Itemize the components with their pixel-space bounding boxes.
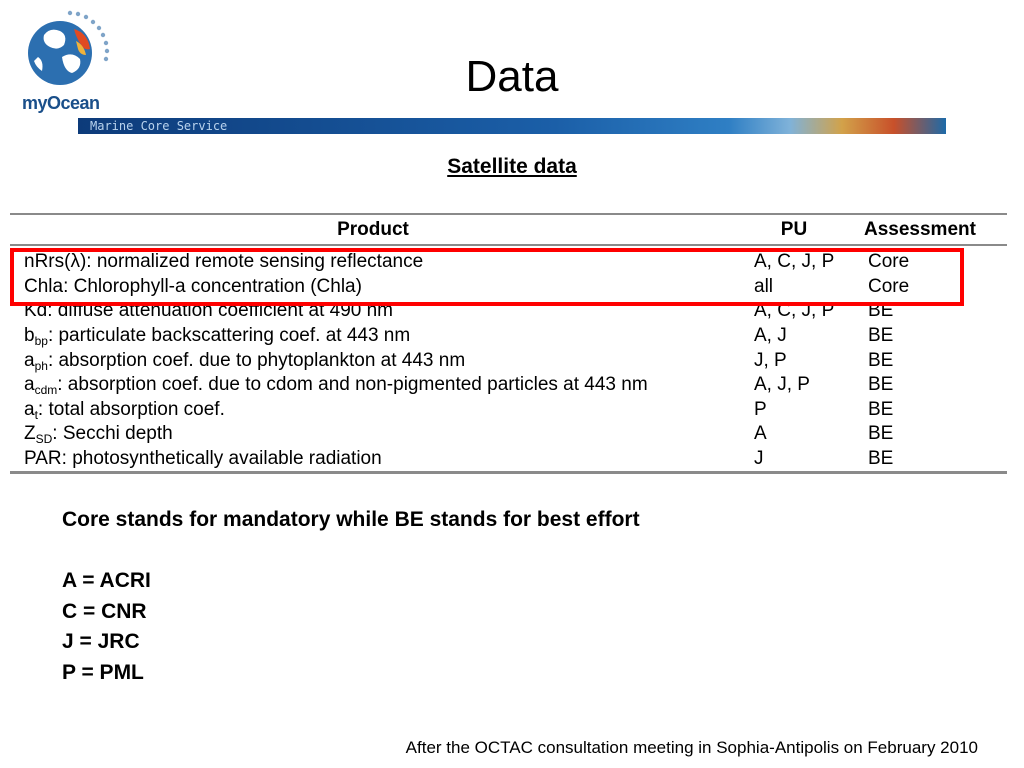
product-cell [10, 373, 724, 398]
spacer [62, 536, 640, 567]
product-description: : total absorption coef. [37, 398, 225, 420]
pu-cell: A, C, J, P [754, 251, 835, 273]
product-subscript: cdm [34, 383, 58, 398]
assessment-cell: Core [868, 251, 910, 273]
product-cell [10, 324, 724, 349]
product-cell: PAR: photosynthetically available radiation [24, 448, 382, 470]
product-symbol: a [24, 398, 35, 420]
marine-core-service-banner [78, 118, 946, 134]
assessment-cell: BE [868, 398, 894, 420]
table-row [10, 447, 1007, 473]
product-description: : particulate backscattering coef. at 443 nm [47, 325, 411, 347]
table-row [10, 373, 1007, 398]
pu-cell: A, J [754, 325, 787, 347]
column-header-assessment: Assessment [852, 214, 1007, 245]
assessment-cell: Core [868, 275, 910, 297]
legend-item: J = JRC [62, 630, 140, 653]
product-cell [10, 398, 724, 423]
table-row [10, 324, 1007, 349]
assessment-cell: BE [868, 349, 894, 371]
product-subscript: bp [34, 334, 48, 349]
product-cell [10, 348, 724, 373]
assessment-cell: BE [868, 448, 894, 470]
product-symbol: a [24, 374, 35, 396]
assessment-cell: BE [868, 423, 894, 445]
product-cell: Kd: diffuse attenuation coefficient at 490 nm [24, 300, 393, 322]
pu-cell: A [754, 423, 767, 445]
logo-wordmark: myOcean [22, 93, 100, 113]
column-header-pu: PU [724, 214, 852, 245]
product-subscript: t [34, 407, 38, 422]
product-subscript: ph [34, 358, 48, 373]
product-cell: Chla: Chlorophyll-a concentration (Chla) [24, 275, 362, 297]
product-cell: nRrs(λ): normalized remote sensing reflectance [24, 251, 424, 273]
product-cell [10, 422, 724, 447]
footer-note: After the OCTAC consultation meeting in Sophia-Antipolis on February 2010 [405, 738, 978, 757]
table-header-row [10, 214, 1007, 245]
pu-cell: A, C, J, P [754, 300, 835, 322]
legend-item: C = CNR [62, 599, 147, 623]
product-symbol: Z [24, 423, 36, 445]
product-description: : absorption coef. due to cdom and non-pigmented particles at 443 nm [57, 374, 648, 396]
legend-item: A = ACRI [62, 569, 151, 592]
assessment-cell: BE [868, 325, 894, 347]
assessment-cell: BE [868, 300, 894, 322]
assessment-definition: Core stands for mandatory while BE stands for best effort [62, 508, 640, 531]
pu-cell: all [754, 275, 774, 297]
core-products-highlight-box [10, 248, 964, 306]
table-row [10, 398, 1007, 423]
product-description: : Secchi depth [52, 423, 173, 445]
table-row [10, 348, 1007, 373]
product-symbol: b [24, 325, 35, 347]
pu-cell: P [754, 398, 767, 420]
pu-cell: A, J, P [754, 374, 810, 396]
legend-item: P = PML [62, 660, 144, 684]
section-title: Satellite data [447, 155, 577, 178]
banner-label: Marine Core Service [90, 119, 228, 133]
product-symbol: a [24, 349, 35, 371]
notes-block [62, 505, 640, 688]
page-title: Data [465, 52, 559, 101]
product-subscript: SD [35, 432, 53, 447]
assessment-cell: BE [868, 374, 894, 396]
column-header-product: Product [10, 214, 724, 245]
table-row [10, 422, 1007, 447]
product-description: : absorption coef. due to phytoplankton at 443 nm [47, 349, 466, 371]
pu-cell: J [754, 448, 764, 470]
pu-cell: J, P [754, 349, 787, 371]
